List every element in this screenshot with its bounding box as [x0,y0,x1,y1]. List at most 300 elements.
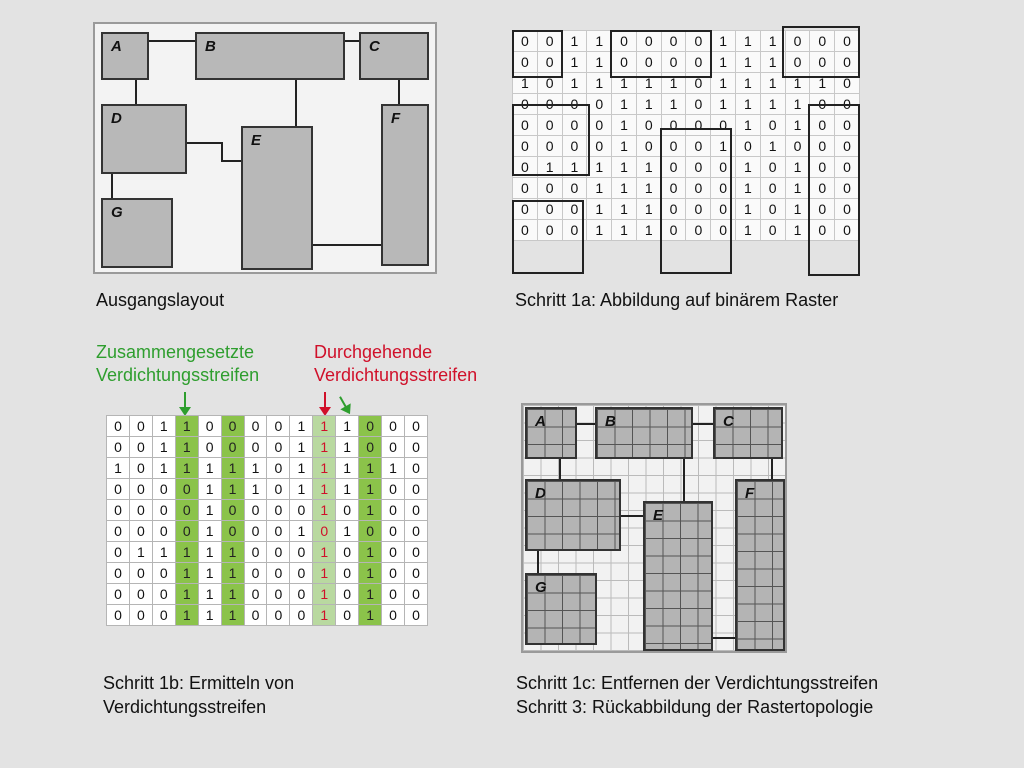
grid-cell: 0 [129,605,152,626]
arrow-continuous-icon [324,392,326,408]
grid-cell: 0 [290,584,313,605]
grid-block-f [735,479,785,651]
grid-cell: 1 [513,73,538,94]
grid-cell: 0 [129,500,152,521]
highlight-block-g [512,200,584,274]
grid-cell: 1 [152,458,175,479]
grid-cell: 1 [760,52,785,73]
grid-cell: 1 [290,416,313,437]
grid-cell: 0 [382,521,405,542]
grid-cell: 0 [612,31,637,52]
grid-cell: 1 [313,437,336,458]
grid-cell: 1 [612,157,637,178]
grid-cell: 0 [537,178,562,199]
label-composite-line2: Verdichtungsstreifen [96,365,260,385]
caption-step-1b [103,671,294,719]
block-d-label: D [111,110,122,127]
grid-cell: 0 [107,605,130,626]
wire-d-e-h2 [221,160,241,162]
block-e-label: E [251,132,262,149]
grid-cell: 1 [562,73,587,94]
grid-cell: 1 [152,437,175,458]
grid-cell: 0 [221,521,244,542]
grid-block-a [525,407,577,459]
grid-cell: 1 [290,437,313,458]
grid-cell: 1 [587,157,612,178]
grid-cell: 0 [636,52,661,73]
grid-cell: 0 [336,563,359,584]
grid-cell: 1 [636,220,661,241]
grid-cell: 0 [267,542,290,563]
grid-cell: 1 [612,115,637,136]
grid-cell: 0 [107,437,130,458]
grid-cell: 0 [785,52,810,73]
grid-cell: 0 [129,437,152,458]
grid-cell: 1 [290,479,313,500]
grid-cell: 0 [198,437,221,458]
grid-cell: 0 [404,458,427,479]
grid-cell: 1 [152,416,175,437]
grid-cell: 0 [267,605,290,626]
grid-cell: 1 [736,157,761,178]
grid-cell: 1 [562,157,587,178]
grid-cell: 1 [711,73,736,94]
grid-cell: 0 [636,115,661,136]
caption-original-layout: Ausgangslayout [96,290,225,310]
grid-cell: 1 [313,500,336,521]
grid-cell: 1 [636,178,661,199]
grid-cell: 1 [612,178,637,199]
block-d [101,104,187,174]
grid-cell: 0 [221,437,244,458]
grid-cell: 0 [244,521,267,542]
grid-cell: 1 [313,584,336,605]
grid-cell: 0 [686,94,711,115]
grid-cell: 0 [810,115,835,136]
block-e [241,126,313,270]
grid-cell: 1 [636,199,661,220]
grid-cell: 0 [267,500,290,521]
grid-cell: 0 [686,31,711,52]
grid-cell: 1 [244,458,267,479]
grid-cell: 1 [711,94,736,115]
grid-cell: 0 [661,157,686,178]
grid-cell: 0 [107,521,130,542]
grid-cell: 0 [537,31,562,52]
grid-cell: 0 [267,584,290,605]
grid-cell: 1 [359,605,382,626]
grid-cell: 0 [129,458,152,479]
grid-cell: 0 [711,178,736,199]
grid-cell: 0 [810,157,835,178]
grid-cell: 0 [736,136,761,157]
wire-d-g [111,174,113,198]
grid-cell: 0 [537,220,562,241]
wire-b-c [345,40,359,42]
grid-cell: 0 [129,563,152,584]
grid-cell: 1 [612,136,637,157]
grid-row [107,458,428,479]
grid-cell: 0 [404,584,427,605]
grid-cell: 0 [810,199,835,220]
wire-c-f [398,80,400,104]
grid-cell: 0 [107,416,130,437]
grid-cell: 0 [760,220,785,241]
grid-cell: 0 [612,52,637,73]
grid-cell: 0 [810,94,835,115]
wire-d-e [185,142,221,144]
grid-cell: 0 [382,416,405,437]
grid-cell: 1 [736,178,761,199]
grid-cell: 0 [129,584,152,605]
grid-cell: 0 [711,199,736,220]
grid-cell: 1 [221,584,244,605]
grid-cell: 1 [785,157,810,178]
grid-cell: 1 [107,458,130,479]
grid-cell: 0 [513,115,538,136]
grid-cell: 0 [107,542,130,563]
grid-cell: 1 [736,199,761,220]
grid-block-a-label: A [535,413,546,430]
grid-cell: 0 [562,220,587,241]
grid-cell: 1 [785,220,810,241]
grid-cell: 0 [175,500,198,521]
grid-block-e-label: E [653,507,664,524]
grid-cell: 0 [661,52,686,73]
grid-cell: 1 [359,479,382,500]
grid-cell: 0 [686,199,711,220]
grid-cell: 1 [359,542,382,563]
label-composite-stripes [96,341,259,387]
grid-cell: 0 [513,199,538,220]
caption-1b-line2: Verdichtungsstreifen [103,697,267,717]
wire-c-e-f-h [711,637,737,639]
grid-cell: 0 [267,479,290,500]
grid-cell: 0 [760,115,785,136]
grid-cell: 1 [760,73,785,94]
grid-cell: 0 [175,479,198,500]
grid-cell: 0 [835,157,860,178]
grid-cell: 0 [711,115,736,136]
arrow-composite-icon [184,392,186,408]
grid-cell: 1 [313,416,336,437]
grid-cell: 0 [513,94,538,115]
grid-cell: 0 [359,416,382,437]
grid-cell: 0 [404,479,427,500]
grid-cell: 1 [313,458,336,479]
block-c [359,32,429,80]
grid-cell: 0 [661,31,686,52]
grid-cell: 1 [736,220,761,241]
grid-cell: 0 [835,94,860,115]
highlight-block-c [782,26,860,78]
grid-cell: 0 [537,52,562,73]
grid-cell: 0 [129,479,152,500]
highlight-block-d [512,104,590,176]
grid-cell: 0 [661,199,686,220]
grid-cell: 0 [129,521,152,542]
highlight-block-a [512,30,563,78]
wire-d-e-v [221,142,223,162]
grid-cell: 1 [785,73,810,94]
grid-cell: 0 [244,605,267,626]
grid-cell: 0 [686,178,711,199]
grid-cell: 0 [513,31,538,52]
grid-cell: 0 [382,605,405,626]
grid-cell: 0 [313,521,336,542]
highlight-block-f [808,104,860,276]
grid-cell: 0 [711,220,736,241]
grid-cell: 0 [661,220,686,241]
grid-cell: 0 [562,178,587,199]
grid-cell: 0 [686,220,711,241]
grid-cell: 0 [152,521,175,542]
grid-cell: 1 [198,500,221,521]
grid-cell: 1 [175,563,198,584]
grid-cell: 0 [835,31,860,52]
grid-row [107,521,428,542]
grid-cell: 0 [562,94,587,115]
grid-cell: 1 [562,31,587,52]
grid-cell: 0 [513,52,538,73]
grid-cell: 1 [661,73,686,94]
grid-cell: 1 [198,479,221,500]
caption-1c-line2: Schritt 3: Rückabbildung der Rastertopologie [516,697,874,717]
grid-cell: 0 [107,479,130,500]
grid-cell: 0 [562,199,587,220]
grid-cell: 1 [175,437,198,458]
grid-cell: 1 [587,178,612,199]
grid-cell: 0 [152,479,175,500]
stripe-grid [106,415,428,626]
grid-cell: 1 [785,199,810,220]
grid-cell: 0 [636,136,661,157]
grid-cell: 1 [336,437,359,458]
wire-a-d [135,80,137,106]
wire-b-e [295,80,297,126]
grid-cell: 0 [404,500,427,521]
original-layout-panel [93,22,437,274]
grid-block-f-label: F [745,485,755,502]
grid-cell: 1 [736,73,761,94]
grid-cell: 1 [336,416,359,437]
grid-cell: 0 [537,115,562,136]
caption-step-1a: Schritt 1a: Abbildung auf binärem Raster [515,290,839,310]
grid-cell: 1 [736,94,761,115]
grid-cell: 0 [244,437,267,458]
grid-block-c-label: C [723,413,734,430]
grid-cell: 0 [336,584,359,605]
grid-cell: 1 [221,605,244,626]
grid-cell: 0 [785,136,810,157]
grid-cell: 1 [313,563,336,584]
grid-cell: 1 [587,52,612,73]
label-continuous-line2: Verdichtungsstreifen [314,365,478,385]
grid-cell: 0 [244,542,267,563]
grid-cell: 0 [835,73,860,94]
grid-cell: 0 [537,94,562,115]
grid-cell: 0 [107,584,130,605]
block-a-label: A [111,38,122,55]
grid-cell: 0 [537,199,562,220]
grid-cell: 0 [107,563,130,584]
block-f-label: F [391,110,401,127]
grid-cell: 0 [686,157,711,178]
grid-cell: 0 [382,437,405,458]
wire-c-b-e [683,457,685,507]
grid-row [107,479,428,500]
grid-cell: 0 [152,500,175,521]
grid-cell: 0 [711,157,736,178]
grid-cell: 0 [835,136,860,157]
grid-cell: 0 [661,136,686,157]
grid-cell: 0 [221,416,244,437]
label-continuous-stripes [314,341,477,387]
grid-cell: 1 [636,157,661,178]
grid-cell: 1 [587,220,612,241]
grid-row [107,563,428,584]
grid-cell: 1 [290,458,313,479]
grid-cell: 1 [175,416,198,437]
grid-cell: 0 [290,605,313,626]
grid-cell: 0 [267,563,290,584]
grid-cell: 0 [810,31,835,52]
grid-cell: 1 [636,94,661,115]
grid-cell: 1 [636,73,661,94]
grid-cell: 0 [198,416,221,437]
grid-cell: 1 [537,157,562,178]
grid-cell: 0 [359,521,382,542]
grid-cell: 0 [267,437,290,458]
grid-cell: 1 [175,584,198,605]
highlight-block-b [610,30,712,78]
grid-row [107,584,428,605]
grid-cell: 0 [785,31,810,52]
grid-cell: 1 [221,563,244,584]
grid-cell: 1 [760,31,785,52]
grid-cell: 0 [336,542,359,563]
grid-cell: 1 [382,458,405,479]
compacted-grid-panel [521,403,787,653]
grid-cell: 1 [760,94,785,115]
highlight-block-e [660,128,732,274]
grid-cell: 1 [198,584,221,605]
caption-1b-line1: Schritt 1b: Ermitteln von [103,673,295,693]
grid-block-b [595,407,693,459]
grid-cell: 1 [711,31,736,52]
grid-cell: 0 [537,136,562,157]
grid-cell: 0 [587,136,612,157]
grid-cell: 0 [336,605,359,626]
grid-cell: 1 [175,542,198,563]
label-continuous-line1: Durchgehende [314,342,433,362]
block-g-label: G [111,204,123,221]
grid-cell: 1 [736,31,761,52]
grid-cell: 0 [513,178,538,199]
grid-cell: 0 [661,115,686,136]
grid-cell: 0 [382,563,405,584]
grid-cell: 1 [221,479,244,500]
grid-cell: 0 [221,500,244,521]
grid-cell: 0 [537,73,562,94]
grid-cell: 0 [686,136,711,157]
block-c-label: C [369,38,380,55]
grid-cell: 0 [810,220,835,241]
grid-cell: 0 [244,563,267,584]
grid-cell: 0 [810,178,835,199]
grid-cell: 1 [336,521,359,542]
grid-cell: 1 [198,542,221,563]
grid-cell: 0 [290,500,313,521]
grid-cell: 0 [267,458,290,479]
grid-cell: 1 [175,458,198,479]
block-a [101,32,149,80]
wire-c-c-f [771,457,773,479]
grid-cell: 0 [404,605,427,626]
grid-cell: 1 [221,458,244,479]
grid-cell: 0 [359,437,382,458]
grid-cell: 0 [686,73,711,94]
grid-row [107,437,428,458]
grid-cell: 1 [198,605,221,626]
grid-cell: 0 [152,584,175,605]
grid-row [107,416,428,437]
grid-cell: 1 [198,521,221,542]
grid-cell: 0 [129,416,152,437]
grid-cell: 1 [736,52,761,73]
grid-cell: 1 [785,115,810,136]
grid-cell: 1 [810,73,835,94]
grid-cell: 0 [267,521,290,542]
grid-cell: 1 [336,479,359,500]
grid-cell: 0 [244,500,267,521]
label-composite-line1: Zusammengesetzte [96,342,255,362]
grid-cell: 1 [129,542,152,563]
wire-e-f [311,244,381,246]
block-g [101,198,173,268]
grid-cell: 0 [562,136,587,157]
grid-cell: 1 [198,458,221,479]
grid-cell: 1 [785,94,810,115]
grid-cell: 0 [404,563,427,584]
grid-cell: 1 [359,563,382,584]
grid-cell: 0 [382,500,405,521]
grid-block-e [643,501,713,651]
grid-cell: 0 [336,500,359,521]
grid-cell: 1 [359,458,382,479]
grid-cell: 1 [221,542,244,563]
grid-row [107,605,428,626]
grid-cell: 1 [736,115,761,136]
grid-cell: 1 [587,199,612,220]
grid-cell: 0 [686,52,711,73]
grid-block-d-label: D [535,485,546,502]
grid-cell: 0 [562,115,587,136]
wire-c-a-d [559,457,561,481]
grid-block-c [713,407,783,459]
grid-cell: 0 [152,605,175,626]
grid-cell: 0 [382,479,405,500]
grid-row [107,542,428,563]
grid-cell: 0 [404,437,427,458]
grid-cell: 0 [244,584,267,605]
grid-cell: 0 [587,115,612,136]
grid-cell: 0 [835,178,860,199]
grid-cell: 1 [587,31,612,52]
grid-cell: 1 [313,542,336,563]
grid-cell: 0 [290,542,313,563]
grid-cell: 0 [686,115,711,136]
